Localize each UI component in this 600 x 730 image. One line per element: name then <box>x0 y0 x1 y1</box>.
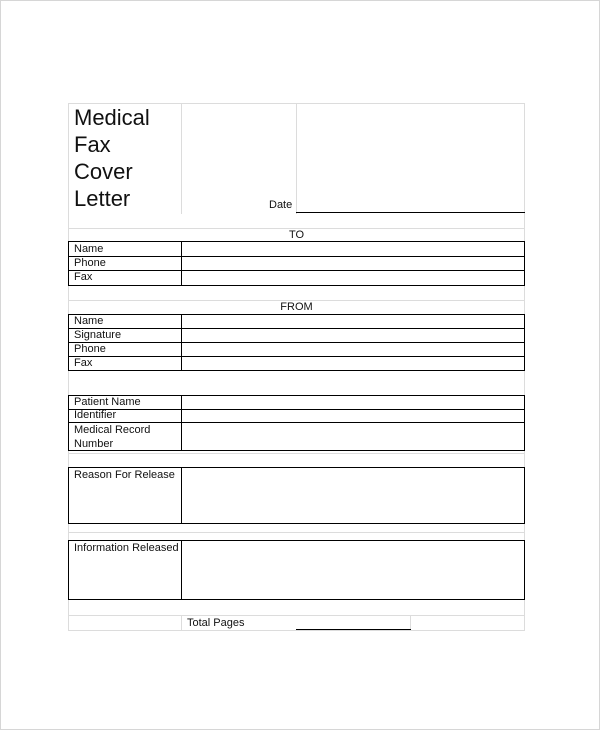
title-line: Medical <box>74 105 150 130</box>
table-border <box>68 540 69 600</box>
medical-record-number-label: Medical Record Number <box>74 424 151 450</box>
table-border <box>68 285 525 286</box>
table-border <box>524 395 525 451</box>
grid-line <box>68 532 525 533</box>
reason-for-release-field[interactable] <box>182 468 524 523</box>
from-fax-field[interactable] <box>182 357 524 370</box>
to-fax-label: Fax <box>74 271 93 283</box>
title-line: Letter <box>74 186 131 211</box>
table-border <box>68 467 69 524</box>
grid-line <box>181 615 182 630</box>
from-phone-field[interactable] <box>182 343 524 356</box>
title-line: Fax <box>74 132 111 157</box>
table-border <box>68 523 525 524</box>
table-border <box>524 314 525 371</box>
reason-for-release-label: Reason For Release <box>74 469 175 481</box>
identifier-field[interactable] <box>182 410 524 422</box>
table-border <box>68 314 69 371</box>
to-fax-field[interactable] <box>182 271 524 285</box>
to-heading: TO <box>288 229 305 241</box>
table-border <box>68 241 69 286</box>
patient-name-label: Patient Name <box>74 396 141 408</box>
patient-name-field[interactable] <box>182 396 524 409</box>
information-released-field[interactable] <box>182 541 524 599</box>
table-border <box>68 370 525 371</box>
table-border <box>68 395 69 451</box>
date-underline <box>296 212 525 213</box>
grid-line <box>68 630 525 631</box>
title-line: Cover <box>74 159 133 184</box>
grid-line <box>68 453 525 454</box>
to-name-field[interactable] <box>182 242 524 256</box>
table-border <box>68 599 525 600</box>
identifier-label: Identifier <box>74 409 117 421</box>
from-fax-label: Fax <box>74 357 93 369</box>
grid-line <box>181 103 182 214</box>
information-released-label: Information Released <box>74 542 179 554</box>
date-label: Date <box>269 199 293 211</box>
table-border <box>524 241 525 286</box>
total-pages-field[interactable] <box>297 616 410 629</box>
from-signature-label: Signature <box>74 329 122 341</box>
total-pages-underline <box>296 629 411 630</box>
from-phone-label: Phone <box>74 343 106 355</box>
to-phone-label: Phone <box>74 257 106 269</box>
document-title <box>74 104 179 212</box>
medical-record-number-field[interactable] <box>182 423 524 450</box>
table-border <box>524 540 525 600</box>
from-signature-field[interactable] <box>182 329 524 342</box>
grid-line <box>410 615 411 630</box>
to-name-label: Name <box>74 243 104 255</box>
date-field[interactable] <box>297 104 524 212</box>
total-pages-label: Total Pages <box>187 617 245 629</box>
to-phone-field[interactable] <box>182 257 524 270</box>
table-border <box>524 467 525 524</box>
from-name-label: Name <box>74 315 104 327</box>
from-heading: FROM <box>280 301 313 313</box>
from-name-field[interactable] <box>182 315 524 328</box>
